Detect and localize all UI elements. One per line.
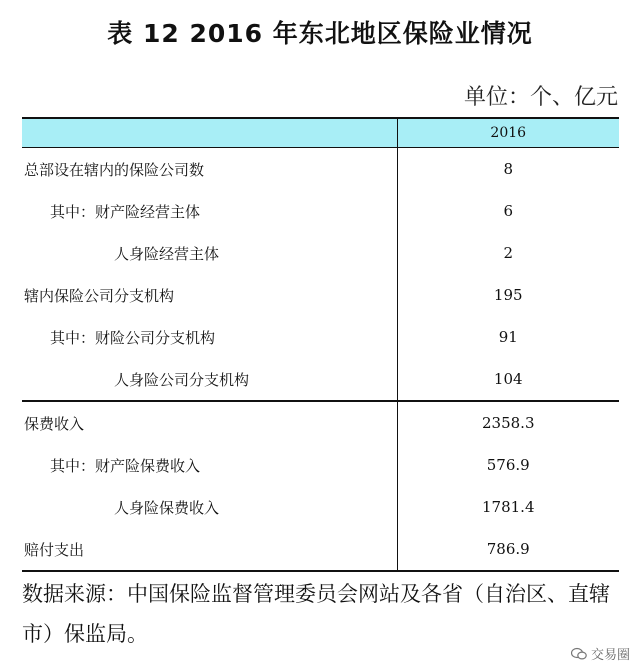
table-row [22, 148, 619, 191]
row-label: 辖内保险公司分支机构 [22, 274, 397, 316]
row-value: 91 [498, 328, 518, 346]
table-row [22, 358, 619, 401]
source-note: 数据来源：中国保险监督管理委员会网站及各省（自治区、直辖市）保监局。 [22, 582, 610, 646]
table-title: 表 12 2016 年东北地区保险业情况 [107, 19, 533, 48]
table-row [22, 528, 619, 571]
row-value: 195 [493, 286, 523, 304]
row-value: 2358.3 [397, 401, 619, 444]
row-label: 人身险公司分支机构 [22, 358, 397, 401]
table-row [22, 486, 619, 528]
row-label: 人身险保费收入 [22, 486, 397, 528]
table-row [22, 444, 619, 486]
row-label: 其中：财产险经营主体 [22, 190, 397, 232]
row-value: 2 [503, 244, 514, 262]
row-label: 其中：财险公司分支机构 [22, 316, 397, 358]
row-value: 104 [493, 370, 523, 388]
watermark-text: 交易圈 [590, 648, 630, 663]
row-label: 其中：财产险保费收入 [22, 444, 397, 486]
table-row [22, 401, 619, 444]
row-value: 1781.4 [482, 498, 535, 516]
row-label: 赔付支出 [22, 528, 397, 571]
table-row [22, 232, 619, 274]
table-header-row [22, 118, 619, 148]
watermark [571, 644, 630, 663]
table-row [22, 316, 619, 358]
row-value: 6 [503, 202, 514, 220]
data-table [22, 117, 619, 572]
row-label: 人身险经营主体 [22, 232, 397, 274]
header-year-cell: 2016 [397, 118, 619, 148]
row-label: 总部设在辖内的保险公司数 [22, 148, 397, 191]
unit-label: 单位：个、亿元 [463, 85, 618, 110]
header-label-cell [22, 118, 397, 148]
row-value: 8 [503, 160, 514, 178]
table-row [22, 274, 619, 316]
chat-bubble-icon [571, 647, 587, 661]
table-row [22, 190, 619, 232]
row-value: 786.9 [397, 528, 619, 571]
row-value: 576.9 [486, 456, 530, 474]
row-label: 保费收入 [22, 401, 397, 444]
